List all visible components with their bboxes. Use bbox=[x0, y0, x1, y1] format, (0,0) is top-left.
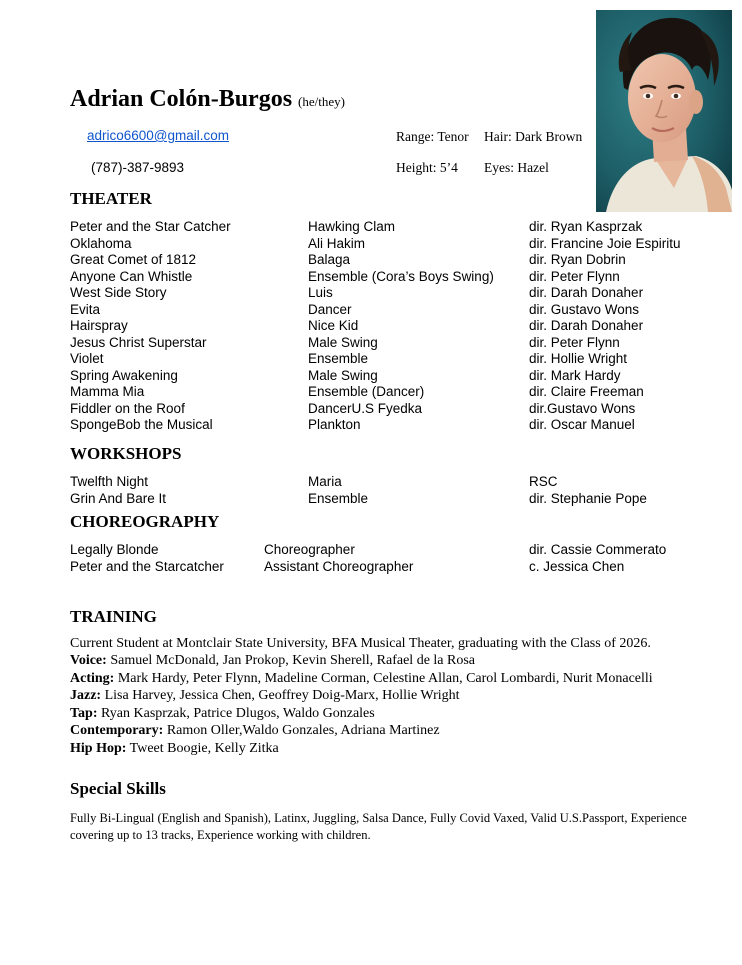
height: Height: 5’4 bbox=[396, 160, 458, 175]
skills-heading: Special Skills bbox=[70, 779, 166, 798]
headshot-photo bbox=[596, 10, 732, 212]
credit-role: Hawking Clam bbox=[308, 219, 396, 234]
credit-show: Evita bbox=[70, 301, 101, 317]
credit-row bbox=[0, 252, 742, 268]
phone-number: (787)-387-9893 bbox=[91, 160, 185, 175]
credit-row bbox=[0, 236, 742, 252]
credit-role: Luis bbox=[308, 285, 333, 300]
training-line bbox=[70, 706, 375, 722]
training-label: Jazz: bbox=[70, 688, 102, 703]
credit-show: Hairspray bbox=[70, 318, 128, 333]
credit-show: Peter and the Starcatcher bbox=[70, 558, 224, 574]
credit-director: dir.Gustavo Wons bbox=[529, 400, 636, 416]
credit-role: Balaga bbox=[308, 252, 351, 267]
credit-role: Choreographer bbox=[264, 542, 355, 557]
credit-director: dir. Mark Hardy bbox=[529, 367, 621, 383]
credit-director: dir. Ryan Dobrin bbox=[529, 252, 626, 267]
credit-director: RSC bbox=[529, 474, 558, 489]
credit-row bbox=[0, 269, 742, 285]
credit-director: dir. Darah Donaher bbox=[529, 318, 644, 333]
credit-show: Oklahoma bbox=[70, 235, 132, 251]
credit-director: dir. Hollie Wright bbox=[529, 351, 628, 366]
training-teachers: Lisa Harvey, Jessica Chen, Geoffrey Doig-Marx, Hollie Wright bbox=[101, 688, 460, 703]
resume-name bbox=[70, 86, 345, 113]
credit-role: Ensemble (Cora’s Boys Swing) bbox=[308, 268, 494, 284]
training-line bbox=[70, 671, 653, 687]
credit-director: dir. Oscar Manuel bbox=[529, 417, 635, 432]
credit-row bbox=[0, 285, 742, 301]
training-teachers: Ryan Kasprzak, Patrice Dlugos, Waldo Gonzales bbox=[97, 705, 375, 721]
credit-role: Nice Kid bbox=[308, 318, 359, 333]
credit-show: Twelfth Night bbox=[70, 474, 149, 489]
credit-row bbox=[0, 351, 742, 367]
credit-director: dir. Peter Flynn bbox=[529, 334, 620, 350]
training-teachers: Ramon Oller,Waldo Gonzales, Adriana Martinez bbox=[163, 723, 440, 738]
training-teachers: Mark Hardy, Peter Flynn, Madeline Corman, Celestine Allan, Carol Lombardi, Nurit Monacelli bbox=[114, 670, 653, 686]
credit-role: Ensemble bbox=[308, 351, 369, 366]
credit-show: Grin And Bare It bbox=[70, 490, 167, 506]
hair-color: Hair: Dark Brown bbox=[484, 129, 583, 144]
credit-show: Fiddler on the Roof bbox=[70, 400, 185, 416]
credit-director: dir. Darah Donaher bbox=[529, 285, 644, 300]
skills-text: Fully Bi-Lingual (English and Spanish), Latinx, Juggling, Salsa Dance, Fully Covid Vaxed, Valid U.S.Passport, Experience covering up to 13 tracks, Experience working with children. bbox=[70, 811, 687, 842]
credit-director: dir. Cassie Commerato bbox=[529, 542, 667, 557]
credit-director: dir. Gustavo Wons bbox=[529, 301, 640, 317]
credit-director: dir. Claire Freeman bbox=[529, 384, 644, 399]
credit-row bbox=[0, 559, 742, 575]
credit-director: dir. Francine Joie Espiritu bbox=[529, 235, 681, 251]
credit-role: Ensemble bbox=[308, 490, 369, 506]
credit-role: Male Swing bbox=[308, 334, 378, 350]
pronouns: (he/they) bbox=[298, 94, 345, 109]
training-label: Hip Hop: bbox=[70, 740, 127, 756]
training-label: Contemporary: bbox=[70, 723, 164, 738]
credit-show: Great Comet of 1812 bbox=[70, 252, 197, 267]
credit-director: dir. Peter Flynn bbox=[529, 268, 620, 284]
eye-color: Eyes: Hazel bbox=[484, 160, 549, 175]
training-label: Voice: bbox=[70, 653, 107, 668]
credit-show: Violet bbox=[70, 351, 104, 366]
credit-row bbox=[0, 302, 742, 318]
credit-role: Assistant Choreographer bbox=[264, 558, 414, 574]
credit-role: Plankton bbox=[308, 417, 361, 432]
credit-role: Ali Hakim bbox=[308, 235, 366, 251]
credit-row bbox=[0, 401, 742, 417]
credit-director: c. Jessica Chen bbox=[529, 558, 625, 574]
training-heading: TRAINING bbox=[70, 607, 157, 626]
choreography-heading: CHOREOGRAPHY bbox=[70, 512, 220, 531]
credit-show: West Side Story bbox=[70, 285, 167, 300]
theater-heading: THEATER bbox=[70, 189, 152, 208]
credit-row bbox=[0, 368, 742, 384]
credit-role: Male Swing bbox=[308, 367, 378, 383]
credit-row bbox=[0, 491, 742, 507]
credit-row bbox=[0, 335, 742, 351]
credit-show: Peter and the Star Catcher bbox=[70, 219, 231, 234]
credit-show: Anyone Can Whistle bbox=[70, 268, 193, 284]
credit-role: Ensemble (Dancer) bbox=[308, 384, 425, 399]
credit-director: dir. Ryan Kasprzak bbox=[529, 219, 643, 234]
credit-row bbox=[0, 318, 742, 334]
credit-row bbox=[0, 542, 742, 558]
credit-show: Spring Awakening bbox=[70, 367, 178, 383]
training-intro: Current Student at Montclair State University, BFA Musical Theater, graduating with the Class of 2026. bbox=[70, 636, 651, 651]
name-text: Adrian Colón-Burgos bbox=[70, 86, 293, 112]
credit-row bbox=[0, 219, 742, 235]
training-teachers: Samuel McDonald, Jan Prokop, Kevin Sherell, Rafael de la Rosa bbox=[106, 653, 476, 668]
training-teachers: Tweet Boogie, Kelly Zitka bbox=[126, 740, 279, 756]
workshops-heading: WORKSHOPS bbox=[70, 444, 182, 463]
training-line bbox=[70, 688, 460, 704]
credit-row bbox=[0, 384, 742, 400]
credit-show: Jesus Christ Superstar bbox=[70, 334, 207, 350]
email-link[interactable]: adrico6600@gmail.com bbox=[87, 128, 230, 143]
credit-role: Dancer bbox=[308, 301, 352, 317]
credit-show: Mamma Mia bbox=[70, 384, 145, 399]
training-line bbox=[70, 653, 475, 669]
training-line bbox=[70, 723, 440, 739]
vocal-range: Range: Tenor bbox=[396, 129, 469, 144]
credit-role: DancerU.S Fyedka bbox=[308, 400, 423, 416]
credit-show: SpongeBob the Musical bbox=[70, 417, 213, 432]
training-label: Acting: bbox=[70, 670, 115, 686]
credit-row bbox=[0, 474, 742, 490]
training-line bbox=[70, 741, 279, 757]
credit-director: dir. Stephanie Pope bbox=[529, 490, 647, 506]
training-label: Tap: bbox=[70, 705, 98, 721]
credit-role: Maria bbox=[308, 474, 342, 489]
credit-show: Legally Blonde bbox=[70, 542, 159, 557]
credit-row bbox=[0, 417, 742, 433]
